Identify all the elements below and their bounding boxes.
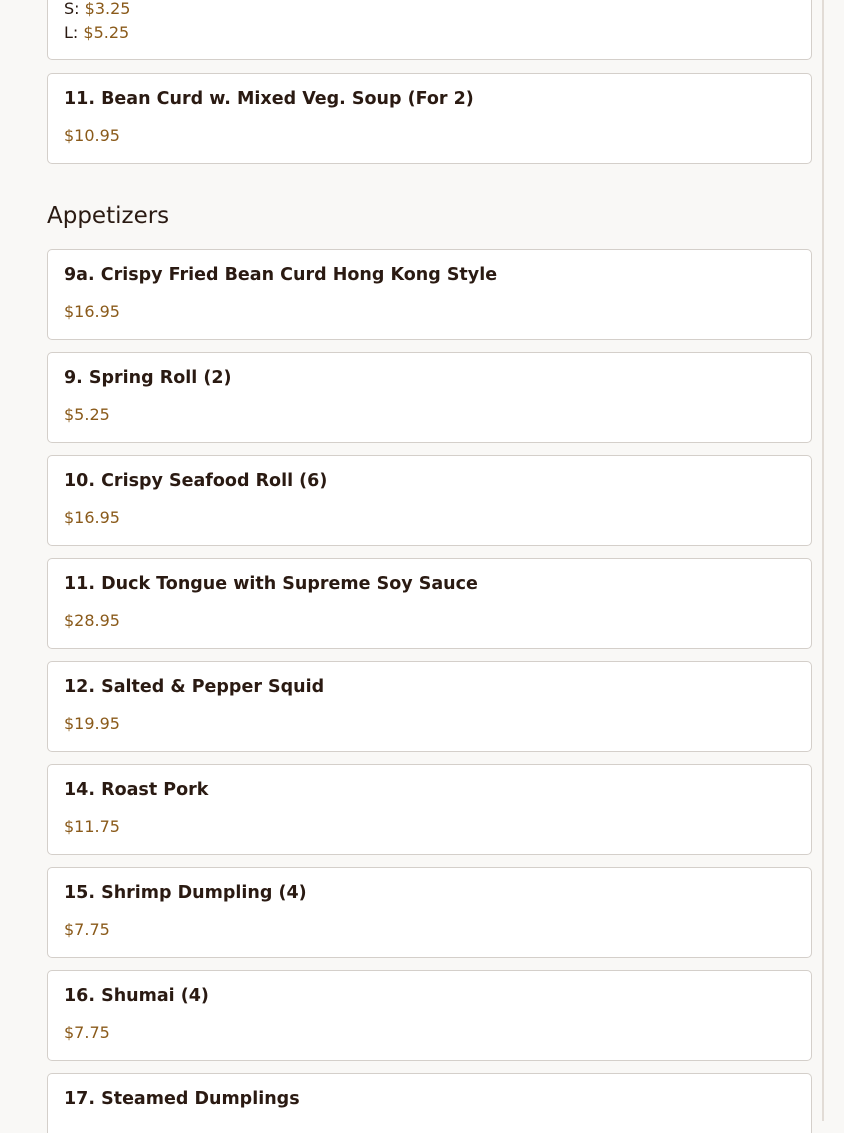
menu-item-name: 14. Roast Pork [64,780,209,800]
menu-item-name: 15. Shrimp Dumpling (4) [64,883,307,903]
menu-item-price: $5.25 [64,405,110,424]
menu-item-card[interactable] [47,73,812,164]
menu-item-price: $7.75 [64,920,110,939]
size-label: S: [64,0,80,18]
menu-item-name: 12. Salted & Pepper Squid [64,677,325,697]
menu-item-name: 11. Bean Curd w. Mixed Veg. Soup (For 2) [64,89,474,109]
menu-item-card[interactable] [47,249,812,340]
size-option-large[interactable] [64,23,129,42]
menu-item-card[interactable] [47,661,812,752]
menu-item-name: 10. Crispy Seafood Roll (6) [64,471,328,491]
menu-item-card[interactable] [47,764,812,855]
menu-item-name: 17. Steamed Dumplings [64,1089,300,1109]
menu-item-card[interactable] [47,558,812,649]
menu-item-card[interactable] [47,0,812,60]
menu-item-price: $11.75 [64,817,120,836]
size-label: L: [64,23,79,42]
size-price: $5.25 [83,23,130,42]
menu-item-price: $16.95 [64,302,120,321]
size-option-small[interactable] [64,0,130,18]
menu-item-card[interactable] [47,455,812,546]
menu-item-price: $16.95 [64,508,120,527]
menu-item-card[interactable] [47,1073,812,1133]
scroll-region-edge [822,0,824,1121]
size-price: $3.25 [84,0,131,18]
menu-item-price: $7.75 [64,1023,110,1042]
menu-item-card[interactable] [47,867,812,958]
menu-item-name: 9a. Crispy Fried Bean Curd Hong Kong Style [64,265,498,285]
section-title-appetizers: Appetizers [47,203,170,229]
menu-item-name: 11. Duck Tongue with Supreme Soy Sauce [64,574,478,594]
menu-item-name: 9. Spring Roll (2) [64,368,232,388]
menu-item-card[interactable] [47,970,812,1061]
menu-item-price: $10.95 [64,126,120,145]
menu-item-price: $19.95 [64,714,120,733]
menu-item-price: $28.95 [64,611,120,630]
menu-item-card[interactable] [47,352,812,443]
menu-item-name: 16. Shumai (4) [64,986,209,1006]
